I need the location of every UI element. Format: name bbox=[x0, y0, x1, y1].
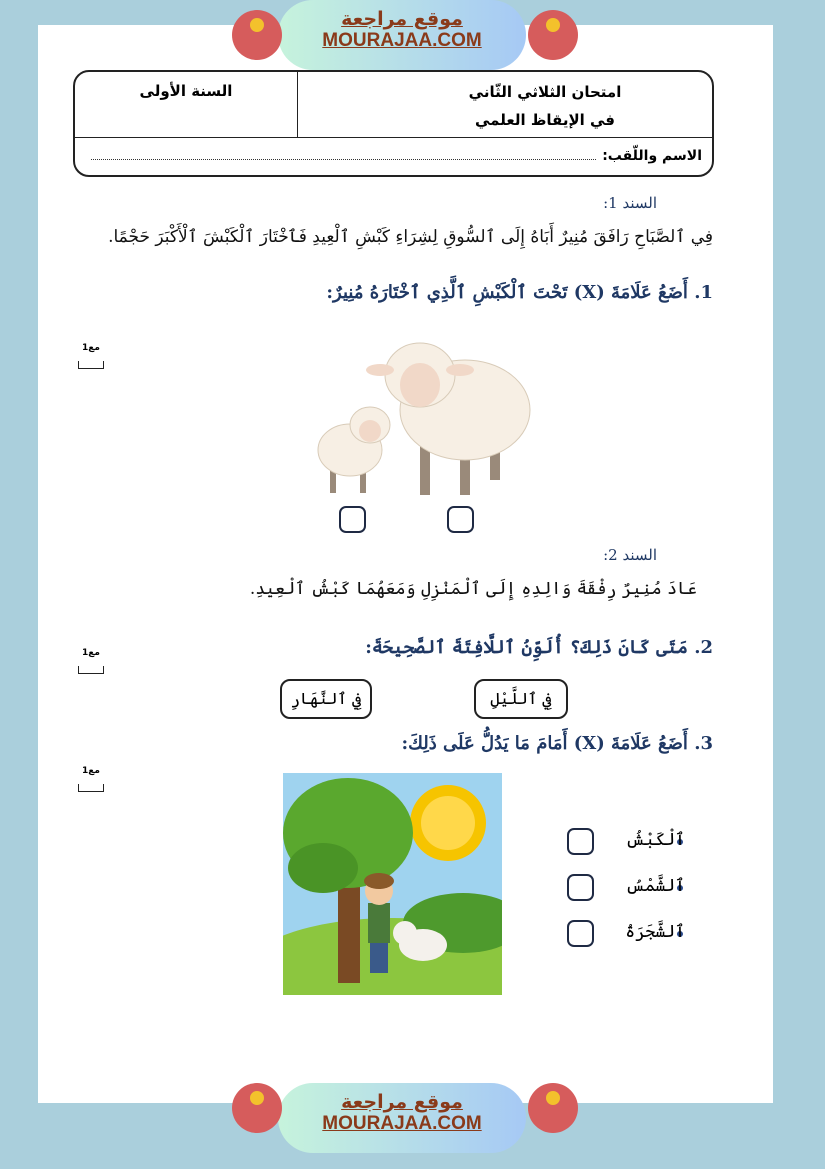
site-logo-icon bbox=[528, 10, 578, 60]
site-logo-icon bbox=[528, 1083, 578, 1133]
school-level: السنة الأولى bbox=[139, 82, 233, 100]
ram-checkbox[interactable] bbox=[567, 828, 594, 855]
name-field[interactable] bbox=[91, 159, 596, 160]
exam-header bbox=[73, 70, 714, 177]
big-sheep bbox=[366, 343, 530, 495]
scene-illustration bbox=[283, 773, 502, 995]
exam-subject: في الإيقاظ العلمي bbox=[475, 111, 615, 129]
score-box-2: 1مع bbox=[76, 648, 106, 674]
sun-checkbox[interactable] bbox=[567, 874, 594, 901]
tree-checkbox[interactable] bbox=[567, 920, 594, 947]
site-banner-top[interactable] bbox=[278, 0, 526, 70]
small-sheep-checkbox[interactable] bbox=[339, 506, 366, 533]
question-2: 2. مَتَى كَانَ ذَلِكَ؟ أُلَوِّنُ ٱللَّافِتَةَ ٱلصَّحِيحَةَ: bbox=[365, 637, 713, 658]
sanad2-text: عَادَ مُنِيرٌ رِفْقَةَ وَالِدِهِ إِلَى ٱلْمَنْزِلِ وَمَعَهُمَا كَبْشُ ٱلْعِيدِ. bbox=[249, 579, 697, 599]
banner-site: MOURAJAA.COM bbox=[322, 30, 482, 51]
exam-title: امتحان الثلاثي الثّاني bbox=[468, 83, 622, 101]
banner-title: موقع مراجعة bbox=[341, 1091, 463, 1113]
score-box-3: 1مع bbox=[76, 766, 106, 792]
sun-icon bbox=[410, 785, 486, 861]
small-sheep bbox=[318, 407, 390, 493]
banner-site: MOURAJAA.COM bbox=[322, 1113, 482, 1134]
sanad2-label: السند 2: bbox=[603, 546, 657, 564]
site-logo-icon bbox=[232, 1083, 282, 1133]
sheep-illustration bbox=[310, 325, 540, 505]
site-banner-bottom[interactable] bbox=[278, 1083, 526, 1153]
item-tree: ٱلشَّجَرَةُ bbox=[625, 922, 685, 942]
sanad1-text: فِي ٱلصَّبَاحِ رَافَقَ مُنِيرٌ أَبَاهُ إِلَى ٱلسُّوقِ لِشِرَاءِ كَبْشِ ٱلْعِيدِ فَٱخْتَارَ ٱلْكَبْشَ ٱلْأَكْبَرَ حَجْمًا. bbox=[108, 227, 713, 247]
big-sheep-checkbox[interactable] bbox=[447, 506, 474, 533]
item-ram: ٱلْكَبْشُ bbox=[625, 830, 685, 850]
banner-title: موقع مراجعة bbox=[341, 8, 463, 30]
option-day[interactable]: فِي ٱلنَّهَارِ bbox=[280, 679, 372, 719]
score-box-1: 1مع bbox=[76, 343, 106, 369]
sanad1-label: السند 1: bbox=[603, 194, 657, 212]
item-sun: ٱلشَّمْسُ bbox=[625, 876, 685, 896]
name-label: الاسم واللّقب: bbox=[602, 148, 702, 164]
option-night[interactable]: فِي ٱللَّيْلِ bbox=[474, 679, 568, 719]
question-1: 1. أَضَعُ عَلَامَةَ (X) تَحْتَ ٱلْكَبْشِ ٱلَّذِي ٱخْتَارَهُ مُنِيرٌ: bbox=[326, 282, 713, 303]
site-logo-icon bbox=[232, 10, 282, 60]
question-3: 3. أَضَعُ عَلَامَةَ (X) أَمَامَ مَا يَدُلُّ عَلَى ذَلِكَ: bbox=[401, 733, 713, 754]
